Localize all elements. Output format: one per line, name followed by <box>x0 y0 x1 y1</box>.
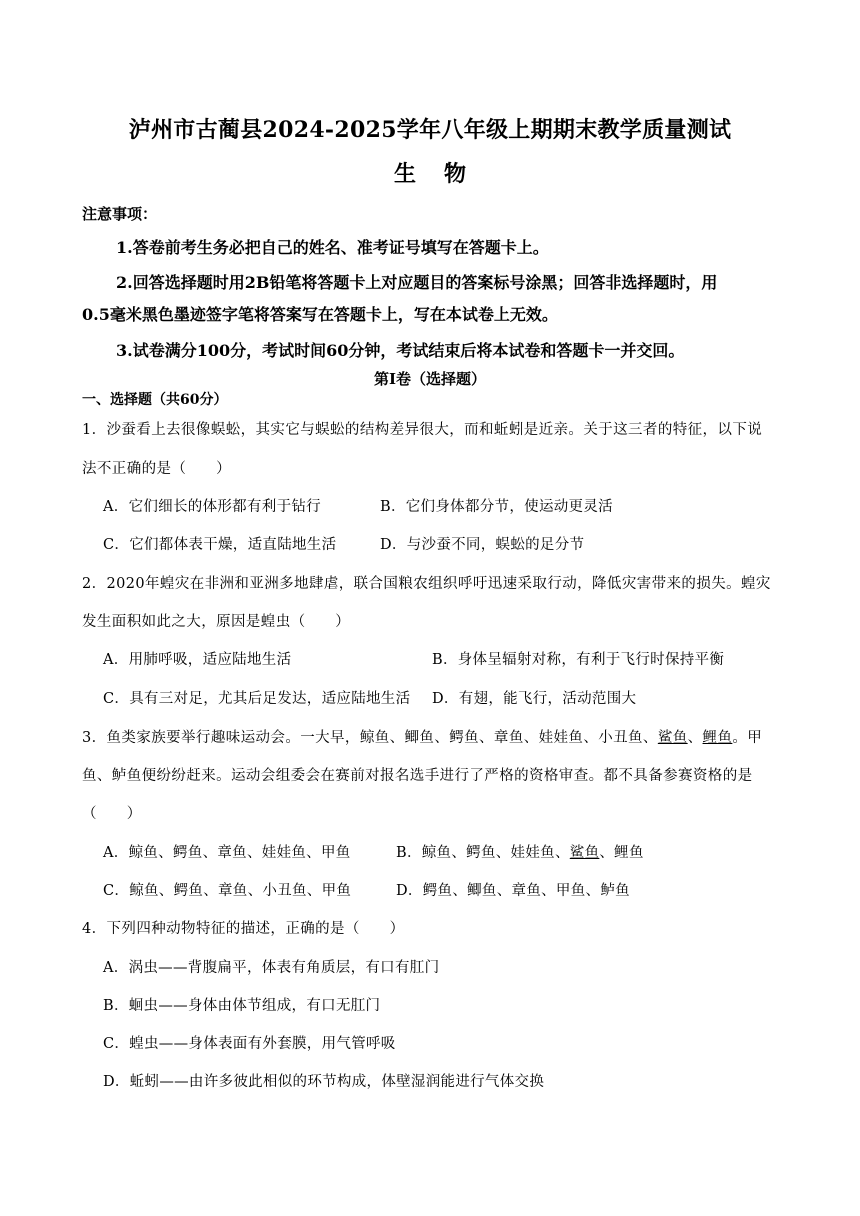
q3-option-c: C．鲸鱼、鳄鱼、章鱼、小丑鱼、甲鱼 <box>103 883 352 899</box>
q2-option-a: A．用肺呼吸，适应陆地生活 <box>103 652 292 668</box>
q2-stem-line-1: 2．2020年蝗灾在非洲和亚洲多地肆虐，联合国粮农组织呼吁迅速采取行动，降低灾害带来的损失。蝗灾 <box>82 576 771 592</box>
notice-item-2-line-2: 0.5毫米黑色墨迹签字笔将答案写在答题卡上，写在本试卷上无效。 <box>82 305 558 324</box>
q3-option-b <box>396 841 644 862</box>
part-heading: 一、选择题（共60分） <box>82 392 228 408</box>
q4-option-a: A．涡虫——背腹扁平，体表有角质层，有口有肛门 <box>103 960 440 976</box>
notice-item-1: 1.答卷前考生务必把自己的姓名、准考证号填写在答题卡上。 <box>116 238 549 257</box>
q3-separator: 、 <box>687 730 703 746</box>
q3-option-d: D．鳄鱼、鲫鱼、章鱼、甲鱼、鲈鱼 <box>396 883 630 899</box>
q2-option-b: B．身体呈辐射对称，有利于飞行时保持平衡 <box>432 652 725 668</box>
q1-option-a: A．它们细长的体形都有利于钻行 <box>103 499 321 515</box>
notice-heading: 注意事项： <box>82 205 158 223</box>
q3-stem-line-1-end: 。甲 <box>732 730 763 746</box>
q4-option-b: B．蛔虫——身体由体节组成，有口无肛门 <box>103 998 381 1014</box>
notice-item-3: 3.试卷满分100分，考试时间60分钟，考试结束后将本试卷和答题卡一并交回。 <box>116 341 685 360</box>
q2-stem-line-2: 发生面积如此之大，原因是蝗虫（ ） <box>82 614 351 630</box>
q3-stem-line-1-text: 3．鱼类家族要举行趣味运动会。一大早，鲸鱼、鲫鱼、鳄鱼、章鱼、娃娃鱼、小丑鱼、 <box>82 730 658 746</box>
q3-stem-line-1 <box>82 726 762 747</box>
q2-option-d: D．有翅，能飞行，活动范围大 <box>432 691 637 707</box>
q3-option-b-underlined: 鲨鱼 <box>569 845 600 861</box>
section-title: 第Ⅰ卷（选择题） <box>373 370 487 388</box>
q1-stem-line-2: 法不正确的是（ ） <box>82 461 231 477</box>
q4-stem: 4．下列四种动物特征的描述，正确的是（ ） <box>82 921 405 937</box>
q3-stem-line-3: （ ） <box>82 806 142 822</box>
q1-option-d: D．与沙蚕不同，蜈蚣的足分节 <box>380 537 585 553</box>
q3-option-b-end: 、鲤鱼 <box>599 845 644 861</box>
q4-option-d: D．蚯蚓——由许多彼此相似的环节构成，体壁湿润能进行气体交换 <box>103 1074 545 1090</box>
q3-option-b-text: B．鲸鱼、鳄鱼、娃娃鱼、 <box>396 845 570 861</box>
q2-option-c: C．具有三对足，尤其后足发达，适应陆地生活 <box>103 691 411 707</box>
q1-option-b: B．它们身体都分节，使运动更灵活 <box>380 499 613 515</box>
q3-stem-line-2: 鱼、鲈鱼便纷纷赶来。运动会组委会在赛前对报名选手进行了严格的资格审查。都不具备参赛资格的是 <box>82 768 753 784</box>
exam-title: 泸州市古蔺县2024-2025学年八年级上期期末教学质量测试 <box>128 117 732 143</box>
q1-stem-line-1: 1．沙蚕看上去很像蜈蚣，其实它与蜈蚣的结构差异很大，而和蚯蚓是近亲。关于这三者的特征，以下说 <box>82 422 763 438</box>
q3-underlined-carp: 鲤鱼 <box>702 730 733 746</box>
q3-underlined-shark: 鲨鱼 <box>657 730 688 746</box>
notice-item-2-line-1: 2.回答选择题时用2B铅笔将答题卡上对应题目的答案标号涂黑；回答非选择题时，用 <box>116 273 718 292</box>
q1-option-c: C．它们都体表干燥，适直陆地生活 <box>103 537 337 553</box>
q4-option-c: C．蝗虫——身体表面有外套膜，用气管呼吸 <box>103 1036 396 1052</box>
q3-option-a: A．鲸鱼、鳄鱼、章鱼、娃娃鱼、甲鱼 <box>103 845 351 861</box>
subject-title: 生物 <box>393 161 494 187</box>
